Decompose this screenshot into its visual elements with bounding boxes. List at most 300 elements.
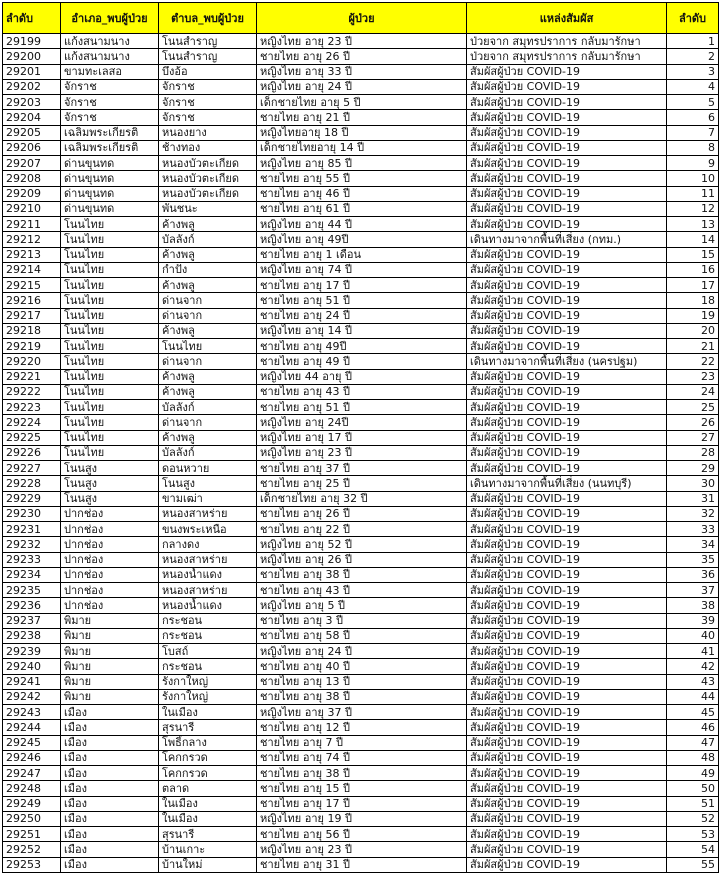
cell-source[interactable]: สัมผัสผู้ป่วย COVID-19 xyxy=(467,461,667,476)
cell-id[interactable]: 29219 xyxy=(3,339,61,354)
cell-source[interactable]: สัมผัสผู้ป่วย COVID-19 xyxy=(467,95,667,110)
cell-source[interactable]: สัมผัสผู้ป่วย COVID-19 xyxy=(467,537,667,552)
cell-district[interactable]: โนนไทย xyxy=(61,384,159,399)
cell-source[interactable]: สัมผัสผู้ป่วย COVID-19 xyxy=(467,781,667,796)
cell-patient[interactable]: หญิงไทย อายุ 26 ปี xyxy=(257,552,467,567)
cell-id[interactable]: 29250 xyxy=(3,811,61,826)
cell-source[interactable]: สัมผัสผู้ป่วย COVID-19 xyxy=(467,628,667,643)
cell-source[interactable]: สัมผัสผู้ป่วย COVID-19 xyxy=(467,766,667,781)
cell-subdistrict[interactable]: โนนสำราญ xyxy=(159,49,257,64)
cell-source[interactable]: สัมผัสผู้ป่วย COVID-19 xyxy=(467,400,667,415)
cell-district[interactable]: พิมาย xyxy=(61,644,159,659)
cell-source[interactable]: สัมผัสผู้ป่วย COVID-19 xyxy=(467,735,667,750)
cell-id[interactable]: 29213 xyxy=(3,247,61,262)
cell-district[interactable]: โนนไทย xyxy=(61,430,159,445)
cell-seq[interactable]: 36 xyxy=(667,567,719,582)
header-id[interactable]: ลำดับ xyxy=(3,3,61,34)
cell-patient[interactable]: เด็กชายไทย อายุ 5 ปี xyxy=(257,95,467,110)
cell-id[interactable]: 29225 xyxy=(3,430,61,445)
cell-id[interactable]: 29227 xyxy=(3,461,61,476)
cell-seq[interactable]: 31 xyxy=(667,491,719,506)
cell-seq[interactable]: 50 xyxy=(667,781,719,796)
cell-district[interactable]: โนนไทย xyxy=(61,415,159,430)
cell-seq[interactable]: 39 xyxy=(667,613,719,628)
cell-seq[interactable]: 10 xyxy=(667,171,719,186)
cell-subdistrict[interactable]: หนองสาหร่าย xyxy=(159,506,257,521)
cell-subdistrict[interactable]: บ้านเกาะ xyxy=(159,842,257,857)
cell-id[interactable]: 29226 xyxy=(3,445,61,460)
cell-district[interactable]: โนนไทย xyxy=(61,217,159,232)
cell-subdistrict[interactable]: ค้างพลู xyxy=(159,247,257,262)
cell-district[interactable]: โนนไทย xyxy=(61,262,159,277)
cell-subdistrict[interactable]: รังกาใหญ่ xyxy=(159,674,257,689)
cell-id[interactable]: 29223 xyxy=(3,400,61,415)
cell-id[interactable]: 29238 xyxy=(3,628,61,643)
cell-id[interactable]: 29208 xyxy=(3,171,61,186)
cell-source[interactable]: สัมผัสผู้ป่วย COVID-19 xyxy=(467,644,667,659)
cell-source[interactable]: สัมผัสผู้ป่วย COVID-19 xyxy=(467,689,667,704)
cell-id[interactable]: 29233 xyxy=(3,552,61,567)
cell-subdistrict[interactable]: หนองบัวตะเกียด xyxy=(159,156,257,171)
cell-subdistrict[interactable]: กระชอน xyxy=(159,628,257,643)
header-patient[interactable]: ผู้ป่วย xyxy=(257,3,467,34)
cell-patient[interactable]: ชายไทย อายุ 15 ปี xyxy=(257,781,467,796)
cell-source[interactable]: สัมผัสผู้ป่วย COVID-19 xyxy=(467,79,667,94)
cell-patient[interactable]: หญิงไทย อายุ 85 ปี xyxy=(257,156,467,171)
cell-subdistrict[interactable]: หนองบัวตะเกียด xyxy=(159,171,257,186)
cell-district[interactable]: โนนไทย xyxy=(61,278,159,293)
cell-source[interactable]: สัมผัสผู้ป่วย COVID-19 xyxy=(467,705,667,720)
cell-subdistrict[interactable]: ค้างพลู xyxy=(159,323,257,338)
cell-district[interactable]: จักราช xyxy=(61,95,159,110)
cell-subdistrict[interactable]: พันชนะ xyxy=(159,201,257,216)
cell-seq[interactable]: 19 xyxy=(667,308,719,323)
cell-source[interactable]: สัมผัสผู้ป่วย COVID-19 xyxy=(467,659,667,674)
cell-patient[interactable]: ชายไทย อายุ 7 ปี xyxy=(257,735,467,750)
cell-district[interactable]: โนนไทย xyxy=(61,232,159,247)
cell-patient[interactable]: หญิงไทย อายุ 49ปี xyxy=(257,232,467,247)
cell-subdistrict[interactable]: ค้างพลู xyxy=(159,430,257,445)
cell-id[interactable]: 29252 xyxy=(3,842,61,857)
cell-subdistrict[interactable]: ค้างพลู xyxy=(159,217,257,232)
cell-source[interactable]: สัมผัสผู้ป่วย COVID-19 xyxy=(467,186,667,201)
cell-subdistrict[interactable]: โคกกรวด xyxy=(159,766,257,781)
cell-id[interactable]: 29246 xyxy=(3,750,61,765)
cell-source[interactable]: สัมผัสผู้ป่วย COVID-19 xyxy=(467,262,667,277)
cell-source[interactable]: สัมผัสผู้ป่วย COVID-19 xyxy=(467,857,667,872)
cell-district[interactable]: พิมาย xyxy=(61,613,159,628)
cell-seq[interactable]: 7 xyxy=(667,125,719,140)
cell-subdistrict[interactable]: สุรนารี xyxy=(159,720,257,735)
cell-id[interactable]: 29200 xyxy=(3,49,61,64)
cell-source[interactable]: สัมผัสผู้ป่วย COVID-19 xyxy=(467,598,667,613)
cell-id[interactable]: 29234 xyxy=(3,567,61,582)
cell-source[interactable]: เดินทางมาจากพื้นที่เสี่ยง (นครปฐม) xyxy=(467,354,667,369)
cell-subdistrict[interactable]: หนองยาง xyxy=(159,125,257,140)
cell-patient[interactable]: หญิงไทย อายุ 19 ปี xyxy=(257,811,467,826)
cell-source[interactable]: สัมผัสผู้ป่วย COVID-19 xyxy=(467,247,667,262)
cell-subdistrict[interactable]: ด่านจาก xyxy=(159,415,257,430)
cell-district[interactable]: ปากช่อง xyxy=(61,522,159,537)
cell-id[interactable]: 29203 xyxy=(3,95,61,110)
cell-subdistrict[interactable]: กลางดง xyxy=(159,537,257,552)
cell-source[interactable]: สัมผัสผู้ป่วย COVID-19 xyxy=(467,491,667,506)
cell-seq[interactable]: 17 xyxy=(667,278,719,293)
cell-patient[interactable]: ชายไทย อายุ 26 ปี xyxy=(257,506,467,521)
cell-district[interactable]: พิมาย xyxy=(61,628,159,643)
cell-id[interactable]: 29241 xyxy=(3,674,61,689)
cell-district[interactable]: เมือง xyxy=(61,705,159,720)
cell-district[interactable]: เมือง xyxy=(61,720,159,735)
cell-seq[interactable]: 12 xyxy=(667,201,719,216)
cell-district[interactable]: ปากช่อง xyxy=(61,506,159,521)
cell-district[interactable]: โนนไทย xyxy=(61,293,159,308)
cell-seq[interactable]: 35 xyxy=(667,552,719,567)
cell-patient[interactable]: หญิงไทย อายุ 24 ปี xyxy=(257,79,467,94)
cell-subdistrict[interactable]: ดอนหวาย xyxy=(159,461,257,476)
cell-source[interactable]: สัมผัสผู้ป่วย COVID-19 xyxy=(467,811,667,826)
cell-id[interactable]: 29206 xyxy=(3,140,61,155)
cell-subdistrict[interactable]: กำปัง xyxy=(159,262,257,277)
cell-source[interactable]: สัมผัสผู้ป่วย COVID-19 xyxy=(467,110,667,125)
cell-subdistrict[interactable]: ขนงพระเหนือ xyxy=(159,522,257,537)
cell-source[interactable]: สัมผัสผู้ป่วย COVID-19 xyxy=(467,613,667,628)
cell-district[interactable]: เฉลิมพระเกียรติ xyxy=(61,125,159,140)
cell-source[interactable]: สัมผัสผู้ป่วย COVID-19 xyxy=(467,445,667,460)
cell-source[interactable]: สัมผัสผู้ป่วย COVID-19 xyxy=(467,278,667,293)
cell-seq[interactable]: 43 xyxy=(667,674,719,689)
cell-patient[interactable]: ชายไทย อายุ 51 ปี xyxy=(257,400,467,415)
cell-district[interactable]: ปากช่อง xyxy=(61,598,159,613)
cell-source[interactable]: สัมผัสผู้ป่วย COVID-19 xyxy=(467,339,667,354)
cell-source[interactable]: สัมผัสผู้ป่วย COVID-19 xyxy=(467,842,667,857)
cell-district[interactable]: ขามทะเลสอ xyxy=(61,64,159,79)
cell-patient[interactable]: ชายไทย อายุ 17 ปี xyxy=(257,796,467,811)
cell-id[interactable]: 29228 xyxy=(3,476,61,491)
cell-id[interactable]: 29242 xyxy=(3,689,61,704)
cell-seq[interactable]: 2 xyxy=(667,49,719,64)
cell-source[interactable]: สัมผัสผู้ป่วย COVID-19 xyxy=(467,567,667,582)
cell-district[interactable]: จักราช xyxy=(61,79,159,94)
cell-seq[interactable]: 38 xyxy=(667,598,719,613)
cell-district[interactable]: เมือง xyxy=(61,857,159,872)
cell-district[interactable]: ด่านขุนทด xyxy=(61,171,159,186)
cell-subdistrict[interactable]: ตลาด xyxy=(159,781,257,796)
cell-district[interactable]: โนนไทย xyxy=(61,445,159,460)
cell-district[interactable]: โนนสูง xyxy=(61,461,159,476)
cell-id[interactable]: 29210 xyxy=(3,201,61,216)
cell-id[interactable]: 29236 xyxy=(3,598,61,613)
cell-seq[interactable]: 47 xyxy=(667,735,719,750)
cell-seq[interactable]: 5 xyxy=(667,95,719,110)
cell-source[interactable]: สัมผัสผู้ป่วย COVID-19 xyxy=(467,171,667,186)
cell-subdistrict[interactable]: จักราช xyxy=(159,95,257,110)
cell-patient[interactable]: ชายไทย อายุ 25 ปี xyxy=(257,476,467,491)
cell-patient[interactable]: ชายไทย อายุ 43 ปี xyxy=(257,583,467,598)
cell-district[interactable]: เมือง xyxy=(61,796,159,811)
cell-id[interactable]: 29247 xyxy=(3,766,61,781)
cell-district[interactable]: ปากช่อง xyxy=(61,567,159,582)
cell-id[interactable]: 29222 xyxy=(3,384,61,399)
cell-id[interactable]: 29232 xyxy=(3,537,61,552)
cell-patient[interactable]: ชายไทย อายุ 13 ปี xyxy=(257,674,467,689)
cell-subdistrict[interactable]: บัลลังก์ xyxy=(159,232,257,247)
cell-seq[interactable]: 29 xyxy=(667,461,719,476)
cell-district[interactable]: พิมาย xyxy=(61,689,159,704)
cell-id[interactable]: 29201 xyxy=(3,64,61,79)
cell-subdistrict[interactable]: โพธิ์กลาง xyxy=(159,735,257,750)
cell-id[interactable]: 29251 xyxy=(3,827,61,842)
cell-id[interactable]: 29224 xyxy=(3,415,61,430)
cell-source[interactable]: สัมผัสผู้ป่วย COVID-19 xyxy=(467,506,667,521)
cell-seq[interactable]: 54 xyxy=(667,842,719,857)
cell-source[interactable]: สัมผัสผู้ป่วย COVID-19 xyxy=(467,522,667,537)
cell-patient[interactable]: ชายไทย อายุ 38 ปี xyxy=(257,766,467,781)
cell-patient[interactable]: ชายไทย อายุ 17 ปี xyxy=(257,278,467,293)
cell-subdistrict[interactable]: ในเมือง xyxy=(159,811,257,826)
cell-source[interactable]: เดินทางมาจากพื้นที่เสี่ยง (นนทบุรี) xyxy=(467,476,667,491)
cell-seq[interactable]: 33 xyxy=(667,522,719,537)
cell-subdistrict[interactable]: ขามเฒ่า xyxy=(159,491,257,506)
cell-district[interactable]: แก้งสนามนาง xyxy=(61,34,159,49)
cell-district[interactable]: ด่านขุนทด xyxy=(61,156,159,171)
cell-district[interactable]: โนนสูง xyxy=(61,491,159,506)
cell-id[interactable]: 29205 xyxy=(3,125,61,140)
cell-patient[interactable]: ชายไทย อายุ 37 ปี xyxy=(257,461,467,476)
cell-patient[interactable]: ชายไทย อายุ 56 ปี xyxy=(257,827,467,842)
cell-seq[interactable]: 52 xyxy=(667,811,719,826)
cell-subdistrict[interactable]: หนองบัวตะเกียด xyxy=(159,186,257,201)
cell-subdistrict[interactable]: บัลลังก์ xyxy=(159,445,257,460)
cell-district[interactable]: ปากช่อง xyxy=(61,583,159,598)
cell-patient[interactable]: หญิงไทย อายุ 23 ปี xyxy=(257,34,467,49)
cell-district[interactable]: เมือง xyxy=(61,735,159,750)
cell-patient[interactable]: ชายไทย อายุ 12 ปี xyxy=(257,720,467,735)
cell-seq[interactable]: 40 xyxy=(667,628,719,643)
cell-source[interactable]: สัมผัสผู้ป่วย COVID-19 xyxy=(467,720,667,735)
cell-seq[interactable]: 1 xyxy=(667,34,719,49)
cell-seq[interactable]: 30 xyxy=(667,476,719,491)
cell-subdistrict[interactable]: หนองสาหร่าย xyxy=(159,583,257,598)
cell-source[interactable]: ป่วยจาก สมุทรปราการ กลับมารักษา xyxy=(467,49,667,64)
cell-seq[interactable]: 21 xyxy=(667,339,719,354)
cell-patient[interactable]: ชายไทย อายุ 1 เดือน xyxy=(257,247,467,262)
cell-district[interactable]: ด่านขุนทด xyxy=(61,201,159,216)
cell-patient[interactable]: หญิงไทยอายุ 18 ปี xyxy=(257,125,467,140)
cell-seq[interactable]: 14 xyxy=(667,232,719,247)
cell-source[interactable]: สัมผัสผู้ป่วย COVID-19 xyxy=(467,308,667,323)
cell-subdistrict[interactable]: กระชอน xyxy=(159,613,257,628)
cell-seq[interactable]: 46 xyxy=(667,720,719,735)
cell-id[interactable]: 29229 xyxy=(3,491,61,506)
cell-patient[interactable]: หญิงไทย อายุ 74 ปี xyxy=(257,262,467,277)
cell-id[interactable]: 29239 xyxy=(3,644,61,659)
cell-district[interactable]: จักราช xyxy=(61,110,159,125)
cell-id[interactable]: 29249 xyxy=(3,796,61,811)
cell-district[interactable]: โนนไทย xyxy=(61,354,159,369)
cell-subdistrict[interactable]: สุรนารี xyxy=(159,827,257,842)
cell-district[interactable]: โนนไทย xyxy=(61,247,159,262)
cell-seq[interactable]: 11 xyxy=(667,186,719,201)
cell-patient[interactable]: หญิงไทย อายุ 37 ปี xyxy=(257,705,467,720)
cell-seq[interactable]: 8 xyxy=(667,140,719,155)
cell-seq[interactable]: 49 xyxy=(667,766,719,781)
cell-patient[interactable]: ชายไทย อายุ 49 ปี xyxy=(257,354,467,369)
header-source[interactable]: แหล่งสัมผัส xyxy=(467,3,667,34)
cell-patient[interactable]: ชายไทย อายุ 61 ปี xyxy=(257,201,467,216)
cell-patient[interactable]: เด็กชายไทย อายุ 32 ปี xyxy=(257,491,467,506)
cell-source[interactable]: สัมผัสผู้ป่วย COVID-19 xyxy=(467,156,667,171)
cell-subdistrict[interactable]: ค้างพลู xyxy=(159,384,257,399)
cell-subdistrict[interactable]: ค้างพลู xyxy=(159,369,257,384)
cell-patient[interactable]: ชายไทย อายุ 49ปี xyxy=(257,339,467,354)
cell-source[interactable]: สัมผัสผู้ป่วย COVID-19 xyxy=(467,583,667,598)
cell-seq[interactable]: 4 xyxy=(667,79,719,94)
cell-source[interactable]: สัมผัสผู้ป่วย COVID-19 xyxy=(467,552,667,567)
cell-patient[interactable]: หญิงไทย อายุ 14 ปี xyxy=(257,323,467,338)
cell-seq[interactable]: 25 xyxy=(667,400,719,415)
cell-patient[interactable]: ชายไทย อายุ 74 ปี xyxy=(257,750,467,765)
cell-subdistrict[interactable]: ช้างทอง xyxy=(159,140,257,155)
cell-district[interactable]: ด่านขุนทด xyxy=(61,186,159,201)
cell-subdistrict[interactable]: รังกาใหญ่ xyxy=(159,689,257,704)
cell-subdistrict[interactable]: หนองน้ำแดง xyxy=(159,598,257,613)
cell-patient[interactable]: ชายไทย อายุ 51 ปี xyxy=(257,293,467,308)
cell-id[interactable]: 29231 xyxy=(3,522,61,537)
cell-source[interactable]: สัมผัสผู้ป่วย COVID-19 xyxy=(467,750,667,765)
cell-source[interactable]: สัมผัสผู้ป่วย COVID-19 xyxy=(467,674,667,689)
cell-id[interactable]: 29220 xyxy=(3,354,61,369)
cell-id[interactable]: 29237 xyxy=(3,613,61,628)
cell-subdistrict[interactable]: ในเมือง xyxy=(159,796,257,811)
cell-source[interactable]: สัมผัสผู้ป่วย COVID-19 xyxy=(467,217,667,232)
cell-id[interactable]: 29211 xyxy=(3,217,61,232)
cell-subdistrict[interactable]: ด่านจาก xyxy=(159,354,257,369)
cell-patient[interactable]: หญิงไทย อายุ 24 ปี xyxy=(257,644,467,659)
cell-district[interactable]: พิมาย xyxy=(61,659,159,674)
cell-subdistrict[interactable]: โนนสูง xyxy=(159,476,257,491)
cell-seq[interactable]: 41 xyxy=(667,644,719,659)
cell-id[interactable]: 29209 xyxy=(3,186,61,201)
cell-patient[interactable]: หญิงไทย อายุ 33 ปี xyxy=(257,64,467,79)
cell-patient[interactable]: หญิงไทย อายุ 17 ปี xyxy=(257,430,467,445)
cell-source[interactable]: สัมผัสผู้ป่วย COVID-19 xyxy=(467,64,667,79)
cell-seq[interactable]: 55 xyxy=(667,857,719,872)
cell-subdistrict[interactable]: กระชอน xyxy=(159,659,257,674)
cell-seq[interactable]: 9 xyxy=(667,156,719,171)
cell-district[interactable]: แก้งสนามนาง xyxy=(61,49,159,64)
cell-subdistrict[interactable]: โคกกรวด xyxy=(159,750,257,765)
cell-seq[interactable]: 15 xyxy=(667,247,719,262)
cell-id[interactable]: 29199 xyxy=(3,34,61,49)
cell-patient[interactable]: ชายไทย อายุ 22 ปี xyxy=(257,522,467,537)
cell-source[interactable]: สัมผัสผู้ป่วย COVID-19 xyxy=(467,140,667,155)
cell-subdistrict[interactable]: ค้างพลู xyxy=(159,278,257,293)
cell-district[interactable]: โนนไทย xyxy=(61,339,159,354)
cell-patient[interactable]: ชายไทย อายุ 40 ปี xyxy=(257,659,467,674)
cell-source[interactable]: สัมผัสผู้ป่วย COVID-19 xyxy=(467,323,667,338)
cell-seq[interactable]: 48 xyxy=(667,750,719,765)
cell-district[interactable]: เฉลิมพระเกียรติ xyxy=(61,140,159,155)
cell-patient[interactable]: หญิงไทย อายุ 24ปี xyxy=(257,415,467,430)
cell-patient[interactable]: ชายไทย อายุ 38 ปี xyxy=(257,689,467,704)
cell-patient[interactable]: ชายไทย อายุ 58 ปี xyxy=(257,628,467,643)
cell-patient[interactable]: หญิงไทย อายุ 44 ปี xyxy=(257,217,467,232)
cell-id[interactable]: 29245 xyxy=(3,735,61,750)
cell-subdistrict[interactable]: จักราช xyxy=(159,110,257,125)
cell-district[interactable]: เมือง xyxy=(61,781,159,796)
cell-id[interactable]: 29218 xyxy=(3,323,61,338)
cell-id[interactable]: 29221 xyxy=(3,369,61,384)
cell-seq[interactable]: 22 xyxy=(667,354,719,369)
cell-id[interactable]: 29253 xyxy=(3,857,61,872)
cell-seq[interactable]: 24 xyxy=(667,384,719,399)
cell-subdistrict[interactable]: บึงอ้อ xyxy=(159,64,257,79)
cell-subdistrict[interactable]: ในเมือง xyxy=(159,705,257,720)
cell-seq[interactable]: 45 xyxy=(667,705,719,720)
cell-district[interactable]: โนนไทย xyxy=(61,369,159,384)
cell-district[interactable]: โนนสูง xyxy=(61,476,159,491)
cell-id[interactable]: 29214 xyxy=(3,262,61,277)
cell-subdistrict[interactable]: โนนสำราญ xyxy=(159,34,257,49)
cell-seq[interactable]: 32 xyxy=(667,506,719,521)
cell-district[interactable]: โนนไทย xyxy=(61,400,159,415)
header-seq[interactable]: ลำดับ xyxy=(667,3,719,34)
cell-patient[interactable]: หญิงไทย อายุ 5 ปี xyxy=(257,598,467,613)
cell-id[interactable]: 29240 xyxy=(3,659,61,674)
cell-subdistrict[interactable]: จักราช xyxy=(159,79,257,94)
cell-patient[interactable]: เด็กชายไทยอายุ 14 ปี xyxy=(257,140,467,155)
cell-source[interactable]: สัมผัสผู้ป่วย COVID-19 xyxy=(467,125,667,140)
cell-district[interactable]: ปากช่อง xyxy=(61,537,159,552)
cell-subdistrict[interactable]: บ้านใหม่ xyxy=(159,857,257,872)
cell-id[interactable]: 29207 xyxy=(3,156,61,171)
cell-patient[interactable]: ชายไทย อายุ 38 ปี xyxy=(257,567,467,582)
cell-seq[interactable]: 23 xyxy=(667,369,719,384)
cell-subdistrict[interactable]: หนองน้ำแดง xyxy=(159,567,257,582)
cell-district[interactable]: เมือง xyxy=(61,842,159,857)
cell-id[interactable]: 29244 xyxy=(3,720,61,735)
cell-subdistrict[interactable]: ด่านจาก xyxy=(159,293,257,308)
cell-seq[interactable]: 16 xyxy=(667,262,719,277)
cell-district[interactable]: ปากช่อง xyxy=(61,552,159,567)
cell-id[interactable]: 29212 xyxy=(3,232,61,247)
cell-source[interactable]: สัมผัสผู้ป่วย COVID-19 xyxy=(467,201,667,216)
cell-patient[interactable]: ชายไทย อายุ 24 ปี xyxy=(257,308,467,323)
cell-seq[interactable]: 42 xyxy=(667,659,719,674)
cell-seq[interactable]: 6 xyxy=(667,110,719,125)
cell-source[interactable]: สัมผัสผู้ป่วย COVID-19 xyxy=(467,384,667,399)
cell-seq[interactable]: 51 xyxy=(667,796,719,811)
cell-patient[interactable]: ชายไทย อายุ 55 ปี xyxy=(257,171,467,186)
cell-source[interactable]: สัมผัสผู้ป่วย COVID-19 xyxy=(467,293,667,308)
cell-seq[interactable]: 37 xyxy=(667,583,719,598)
cell-subdistrict[interactable]: ด่านจาก xyxy=(159,308,257,323)
cell-patient[interactable]: ชายไทย อายุ 43 ปี xyxy=(257,384,467,399)
cell-patient[interactable]: ชายไทย อายุ 46 ปี xyxy=(257,186,467,201)
cell-id[interactable]: 29204 xyxy=(3,110,61,125)
cell-patient[interactable]: ชายไทย อายุ 26 ปี xyxy=(257,49,467,64)
cell-district[interactable]: เมือง xyxy=(61,750,159,765)
header-subdistrict[interactable]: ตำบล_พบผู้ป่วย xyxy=(159,3,257,34)
cell-id[interactable]: 29217 xyxy=(3,308,61,323)
cell-district[interactable]: เมือง xyxy=(61,766,159,781)
cell-id[interactable]: 29235 xyxy=(3,583,61,598)
cell-id[interactable]: 29248 xyxy=(3,781,61,796)
cell-patient[interactable]: ชายไทย อายุ 3 ปี xyxy=(257,613,467,628)
cell-id[interactable]: 29215 xyxy=(3,278,61,293)
cell-seq[interactable]: 28 xyxy=(667,445,719,460)
